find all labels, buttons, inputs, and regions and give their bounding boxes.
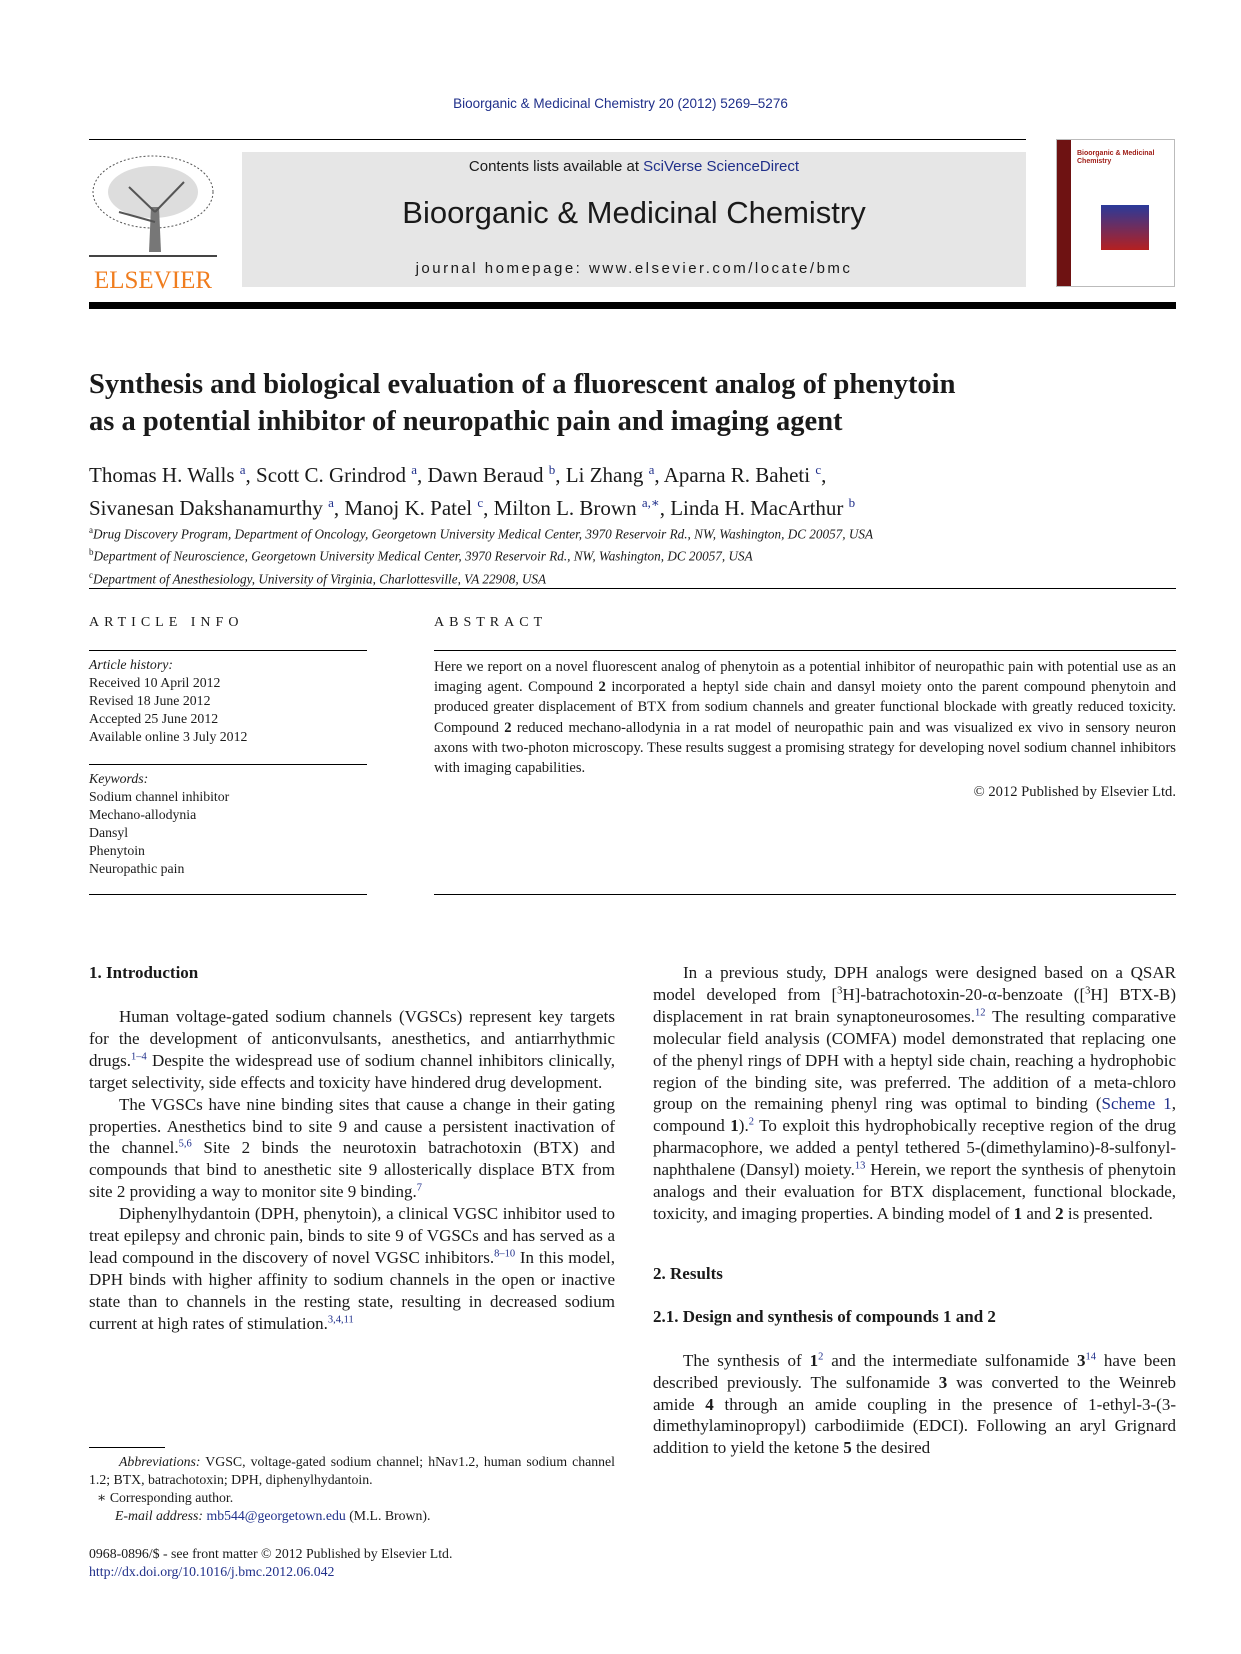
paragraph: In a previous study, DPH analogs were designed based on a QSAR model developed from [$^3$H]-batrachotoxin-20-α-benzoate ([$^3$H] BTX-B) displacement in rat brain synaptoneurosomes.$^{12}$ The resulting comparative molecular field analysis (COMFA) model demonstrated that replacing one of the phenyl rings of DPH with a heptyl side chain, reaching a hydrophobic region of the binding site, was preferred. The addition of a meta-chloro group on the remaining phenyl ring was optimal to binding (Scheme 1, compound 1).$^2$ To exploit this hydrophobically receptive region of the drug pharmacophore, we added a pentyl tethered 5-(dimethylamino)-8-sulfonyl-naphthalene (Dansyl) moiety.$^{13}$ Herein, we report the synthesis of phenytoin analogs and their evaluation for BTX displacement, functional blockade, toxicity, and imaging properties. A binding model of 1 and 2 is presented. [653,963,1177,1223]
author[interactable]: Dawn Beraud $^b$ [427,462,556,487]
divider [89,650,367,651]
author[interactable]: Thomas H. Walls $^a$ [89,462,246,487]
email-link[interactable]: mb544@georgetown.edu [206,1508,346,1523]
corresponding-author-note: ∗ Corresponding author. [97,1490,234,1505]
abbreviations-footnote: Abbreviations: VGSC, voltage-gated sodium channel; hNav1.2, human sodium channel 1.2; BTX, batrachotoxin; DPH, diphenylhydantoin. [89,1454,615,1487]
header-rule [89,139,1026,140]
divider [89,764,367,765]
subsection-heading: 2.1. Design and synthesis of compounds 1 and 2 [653,1306,996,1326]
contents-line [242,158,1026,175]
history-item: Accepted 25 June 2012 [89,711,219,726]
author-list: Thomas H. Walls $^a$, Scott C. Grindrod $^a$, Dawn Beraud $^b$, Li Zhang $^a$, Aparna R. Baheti $^c$, Sivanesan Dakshanamurthy $^a$, Manoj K. Patel $^c$, Milton L. Brown $^{a,∗}$, Linda H. MacArthur $^b$ [89,462,856,520]
footnote-rule [89,1447,165,1448]
ref-link[interactable]: 12 [974,1007,986,1019]
paragraph: Diphenylhydantoin (DPH, phenytoin), a clinical VGSC inhibitor used to treat epilepsy and chronic pain, binds to site 9 of VGSCs and has served as a lead compound in the discovery of novel VGSC inhibitors.$^{8-10}$ In this model, DPH binds with higher affinity to sodium channels in the open or inactive state than to channels in the resting state, resulting in decreased sodium current at high rates of stimulation.$^{3,4,11}$ [89,1204,615,1333]
divider [89,588,1176,589]
abstract-copyright: © 2012 Published by Elsevier Ltd. [973,784,1176,801]
intro-body [89,1006,615,1335]
affiliation: $^a$Drug Discovery Program, Department of Oncology, Georgetown University Medical Center, 3970 Reservoir Rd., NW, Washington, DC 20057, USA [89,525,874,542]
right-column [653,962,1176,1459]
ref-link[interactable]: 13 [854,1160,866,1172]
cover-title: Bioorganic & Medicinal Chemistry [1077,150,1155,165]
ref-link[interactable]: 8–10 [494,1248,516,1260]
keyword: Neuropathic pain [89,861,185,876]
keyword: Mechano-allodynia [89,807,197,822]
bottom-info [89,1545,452,1581]
journal-citation[interactable]: Bioorganic & Medicinal Chemistry 20 (2012) 5269–5276 [453,96,788,111]
journal-name: Bioorganic & Medicinal Chemistry [402,195,866,230]
masthead-bar [89,302,1176,309]
article-info-heading: ARTICLE INFO [89,615,244,630]
intro-heading: 1. Introduction [89,963,199,982]
keyword: Phenytoin [89,843,145,858]
affiliation: $^b$Department of Neuroscience, Georgetown University Medical Center, 3970 Reservoir Rd., NW, Washington, DC 20057, USA [89,547,753,564]
journal-homepage[interactable]: journal homepage: www.elsevier.com/locate/bmc [415,260,853,277]
results-heading: 2. Results [653,1263,723,1283]
journal-masthead [242,152,1026,287]
history-item: Revised 18 June 2012 [89,693,211,708]
keywords-label: Keywords: [89,771,149,786]
ref-link[interactable]: 5,6 [178,1138,192,1150]
footnotes [89,1453,615,1525]
divider [89,894,367,895]
contents-prefix: Contents lists available at [468,158,644,175]
author[interactable]: Linda H. MacArthur $^b$ [670,495,856,520]
doi-link[interactable]: http://dx.doi.org/10.1016/j.bmc.2012.06.042 [89,1564,335,1579]
keyword: Sodium channel inhibitor [89,789,230,804]
author[interactable]: Manoj K. Patel $^c$ [344,495,484,520]
paragraph: The synthesis of $1^2$ and the intermediate sulfonamide $3^{14}$ have been described previously. The sulfonamide 3 was converted to the Weinreb amide 4 through an amide coupling in the presence of 1-ethyl-3-(3-dimethylaminopropyl) carbodiimide (EDCI). Following an aryl Grignard addition to yield the ketone 5 the desired [653,1350,1176,1458]
abstract-heading: ABSTRACT [434,615,548,630]
issn-line: 0968-0896/$ - see front matter © 2012 Published by Elsevier Ltd. [89,1546,453,1561]
author[interactable]: Sivanesan Dakshanamurthy $^a$ [89,495,334,520]
keywords [89,770,367,878]
ref-link[interactable]: 1–4 [131,1051,147,1063]
elsevier-wordmark: ELSEVIER [93,267,213,294]
elsevier-logo [89,152,217,294]
divider [434,894,1176,895]
author[interactable]: Li Zhang $^a$ [565,462,655,487]
ref-link[interactable]: 3,4,11 [327,1314,354,1326]
abstract-text: Here we report on a novel fluorescent analog of phenytoin as a potential inhibitor of neuropathic pain with potential use as an imaging agent. Compound 2 incorporated a heptyl side chain and dansyl moiety onto the parent compound phenytoin and produced greater displacement of BTX from sodium channels and greater functional blockade with greatly reduced toxicity. Compound 2 reduced mechano-allodynia in a rat model of neuropathic pain and was visualized ex vivo in sensory neuron axons with two-photon microscopy. These results suggest a promising strategy for developing novel sodium channel inhibitors with imaging capabilities. © 2012 Published by Elsevier Ltd. [434,657,1176,802]
elsevier-tree-icon [89,152,217,260]
affiliation: $^c$Department of Anesthesiology, University of Virginia, Charlottesville, VA 22908, USA [89,569,547,587]
author[interactable]: Aparna R. Baheti $^c$ [663,462,822,487]
title-line: as a potential inhibitor of neuropathic pain and imaging agent [89,406,843,437]
email-note: E-mail address: mb544@georgetown.edu (M.L. Brown). [115,1508,431,1523]
history-item: Available online 3 July 2012 [89,729,248,744]
ref-link[interactable]: 2 [748,1116,754,1128]
journal-cover-thumbnail [1056,139,1175,287]
affiliations [89,521,1179,588]
history-item: Received 10 April 2012 [89,675,221,690]
author[interactable]: Scott C. Grindrod $^a$ [256,462,417,487]
ref-link[interactable]: 7 [416,1182,422,1194]
divider [434,650,1176,651]
scheme-link[interactable]: Scheme 1 [1101,1094,1172,1114]
paragraph: Human voltage-gated sodium channels (VGSCs) represent key targets for the development of anticonvulsants, anesthetics, and antiarrhythmic drugs.$^{1-4}$ Despite the widespread use of sodium channel inhibitors clinically, target selectivity, side effects and toxicity have hindered drug development. [89,1007,615,1092]
ref-link[interactable]: 14 [1085,1351,1097,1363]
keyword: Dansyl [89,825,129,840]
history-label: Article history: [89,657,173,672]
title-line: Synthesis and biological evaluation of a fluorescent analog of phenytoin [89,369,956,400]
author[interactable]: Milton L. Brown $^{a,∗}$ [493,495,660,520]
article-history [89,656,367,746]
article-title [89,366,1179,440]
ref-link[interactable]: 2 [818,1351,824,1363]
sciencedirect-link[interactable]: SciVerse ScienceDirect [643,158,800,175]
paragraph: The VGSCs have nine binding sites that cause a change in their gating properties. Anesthetics bind to site 9 and cause a persistent inactivation of the channel.$^{5,6}$ Site 2 binds the neurotoxin batrachotoxin (BTX) and compounds that bind to anesthetic site 9 allosterically displace BTX from site 2 providing a way to monitor site 9 binding.$^7$ [89,1094,615,1202]
